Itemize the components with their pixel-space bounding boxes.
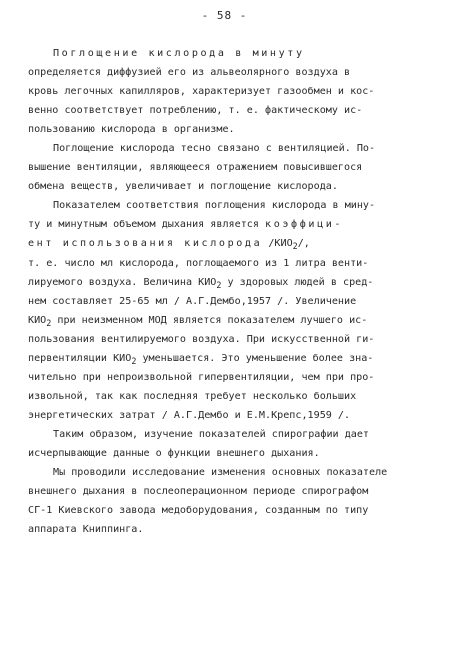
subscript: 2 [216,279,222,290]
text-segment: Мы проводили исследование изменения основных показателе [53,467,388,479]
text-segment: внешнего дыхания в послеоперационном периоде спирографом [28,486,369,498]
text-line [28,463,428,482]
text-segment: чительно при непроизвольной гипервентиляции, чем при про- [28,371,375,383]
text-segment: лируемого воздуха. Величина КИО [28,276,217,288]
text-segment: венно соответствует потреблению, т. е. фактическому ис- [28,105,363,117]
text-segment: /КИО [262,238,293,250]
text-segment: коэффици- [265,219,344,231]
text-segment: СГ-1 Киевского завода медоборудования, созданным по типу [28,505,369,517]
text-segment: обмена веществ, увеличивает и поглощение кислорода. [28,181,338,193]
text-line [28,520,428,539]
text-segment: исчерпывающие данные о функции внешнего дыхания. [28,447,320,459]
text-line [28,387,428,406]
text-line [28,158,428,177]
text-segment: КИО [28,314,47,326]
text-line [28,482,428,501]
text-segment: Показателем соответствия поглощения кислорода в мину- [53,200,376,212]
text-line [28,425,428,444]
text-line [28,101,428,120]
text-segment: извольной, так как последняя требует несколько больших [28,390,357,402]
subscript: 2 [292,241,298,252]
text-segment: ту и минутным объемом дыхания является [28,219,266,231]
text-segment: Поглощение кислорода тесно связано с вентиляцией. По- [53,143,376,155]
text-segment: нем составляет 25-65 мл / А.Г.Дембо,1957 /. Увеличение [28,295,357,307]
text-line [28,234,428,253]
text-segment: Таким образом, изучение показателей спирографии дает [53,428,370,440]
text-segment: определяется диффузией его из альвеолярного воздуха в [28,67,351,79]
text-line [28,273,428,292]
text-line [28,406,428,425]
text-line [28,349,428,368]
text-segment: первентиляции КИО [28,352,132,364]
subscript: 2 [131,355,137,366]
text-segment: пользованию кислорода в организме. [28,124,235,136]
text-line [28,311,428,330]
text-line [28,501,428,520]
text-line [28,82,428,101]
text-line [28,368,428,387]
text-segment: у здоровых людей в сред- [221,276,374,288]
text-segment: т. е. число мл кислорода, поглощаемого из 1 литра венти- [28,257,369,269]
page-number: - 58 - [201,9,248,22]
text-line [28,215,428,234]
text-segment: пользования вентилируемого воздуха. При искусственной ги- [28,333,375,345]
text-segment: при неизменном МОД является показателем лучшего ис- [51,314,368,326]
text-line [28,444,428,463]
text-segment: уменьшается. Это уменьшение более зна- [136,352,374,364]
text-line [28,139,428,158]
text-segment: ент использования кислорода [28,238,263,250]
text-segment: кровь легочных капилляров, характеризует газообмен и кос- [28,86,375,98]
text-line [28,63,428,82]
subscript: 2 [46,317,52,328]
text-segment: Поглощение кислорода в минуту [53,48,305,59]
text-line [28,330,428,349]
text-segment: вышение вентиляции, являющееся отражением повысившегося [28,162,363,174]
text-line [28,196,428,215]
text-line [28,292,428,311]
text-segment: /, [297,238,310,250]
text-line [28,254,428,273]
body-text [28,44,428,539]
text-segment: энергетических затрат / А.Г.Дембо и Е.М.Крепс,1959 /. [28,409,351,421]
text-line [28,120,428,139]
text-line [28,44,428,63]
text-segment: аппарата Книппинга. [28,524,144,536]
text-line [28,177,428,196]
